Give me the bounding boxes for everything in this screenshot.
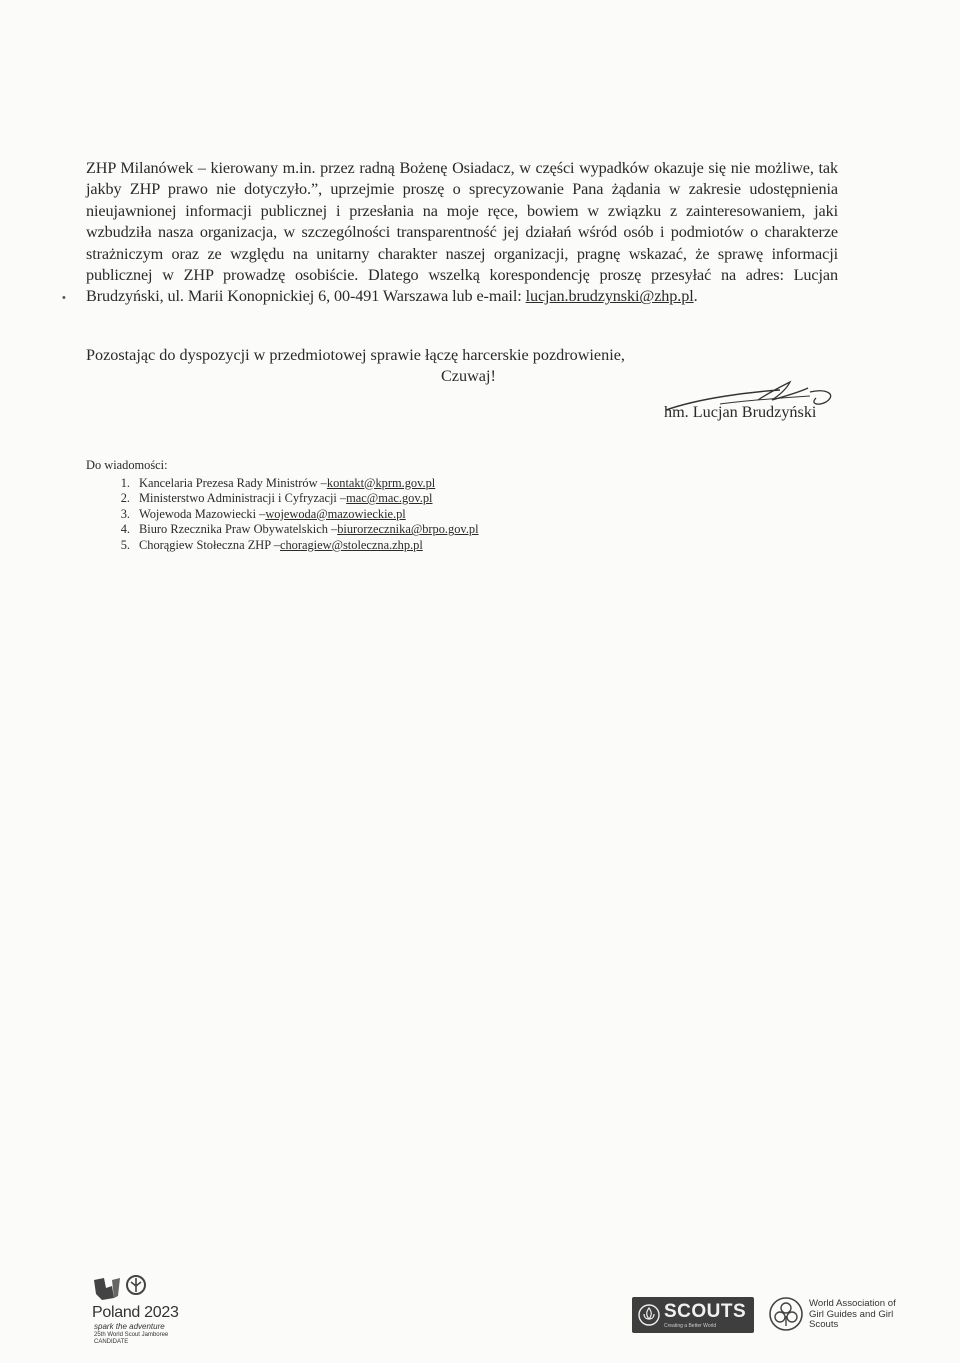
cc-item-email-link[interactable]: mac@mac.gov.pl [346, 491, 433, 506]
poland-slogan: spark the adventure [94, 1322, 165, 1331]
paragraph-1-text: ZHP Milanówek – kierowany m.in. przez radną Bożenę Osiadacz, w części wypadków okazuje się nie możliwe, tak jakby ZHP prawo nie dotyczyło.”, uprzejmie proszę o sprecyzowanie Pana żądania w zakresie udostępnienia nieujawnionej informacji publicznej i przesłania na moje ręce, bowiem w związku z zainteresowaniem, jaki wzbudziła nasza organizacja, w szczególności transparentność jej działań wśród osób i podmiotów o charakterze strażniczym oraz ze względu na unitarny charakter naszej organizacji, pragnę wskazać, że sprawę informacji publicznej w ZHP prowadzę osobiście. Dlatego wszelką korespondencję proszę przesyłać na adres: Lucjan Brudzyński, ul. Marii Konopnickiej 6, 00-491 Warszawa lub e-mail: [86, 159, 838, 306]
scouts-badge-text: SCOUTS [664, 1301, 747, 1322]
contact-email-link[interactable]: lucjan.brudzynski@zhp.pl [525, 287, 694, 306]
wagggs-text: World Association of Girl Guides and Girl Scouts [809, 1298, 896, 1331]
cc-item-label: Ministerstwo Administracji i Cyfryzacji – [139, 491, 347, 506]
cc-section [86, 458, 479, 554]
cc-item-label: Kancelaria Prezesa Rady Ministrów – [139, 475, 327, 490]
cc-item-number: 2. [120, 491, 130, 506]
list-item [86, 538, 479, 554]
cc-item-email-link[interactable]: kontakt@kprm.gov.pl [326, 475, 436, 490]
list-item [86, 522, 479, 538]
list-item [86, 507, 479, 523]
cc-list [86, 476, 479, 554]
paragraph-1 [86, 158, 838, 308]
cc-item-number: 5. [120, 537, 130, 552]
signer-name: hm. Lucjan Brudzyński [664, 403, 817, 421]
cc-item-number: 1. [120, 475, 130, 490]
margin-bullet-mark: • [62, 292, 66, 304]
cc-item-number: 3. [120, 506, 130, 521]
cc-item-email-link[interactable]: biurorzecznika@brpo.gov.pl [337, 522, 479, 537]
letter-body [86, 158, 838, 308]
poland-candidate: CANDIDATE [94, 1339, 129, 1345]
scouts-badge-tagline: Creating a Better World [664, 1323, 717, 1329]
poland-jamboree: 25th World Scout Jamboree [94, 1332, 169, 1338]
cc-item-email-link[interactable]: wojewoda@mazowieckie.pl [265, 506, 406, 521]
cc-heading: Do wiadomości: [86, 458, 168, 472]
closing-line: Pozostając do dyspozycji w przedmiotowej sprawie łączę harcerskie pozdrowienie, [86, 346, 625, 364]
list-item [86, 491, 479, 507]
closing-salute: Czuwaj! [441, 367, 496, 385]
poland-title: Poland 2023 [92, 1304, 179, 1321]
paragraph-1-end: . [693, 287, 698, 306]
cc-item-number: 4. [120, 522, 130, 537]
cc-item-label: Wojewoda Mazowiecki – [139, 506, 266, 521]
cc-item-label: Biuro Rzecznika Praw Obywatelskich – [139, 522, 338, 537]
list-item [86, 476, 479, 492]
cc-item-email-link[interactable]: choragiew@stoleczna.zhp.pl [279, 537, 423, 552]
fleur-de-lis-icon [638, 1304, 660, 1326]
cc-item-label: Chorągiew Stołeczna ZHP – [139, 537, 280, 552]
jamboree-flag-icon [90, 1274, 150, 1304]
scouts-badge [632, 1297, 754, 1333]
trefoil-icon [768, 1296, 804, 1332]
